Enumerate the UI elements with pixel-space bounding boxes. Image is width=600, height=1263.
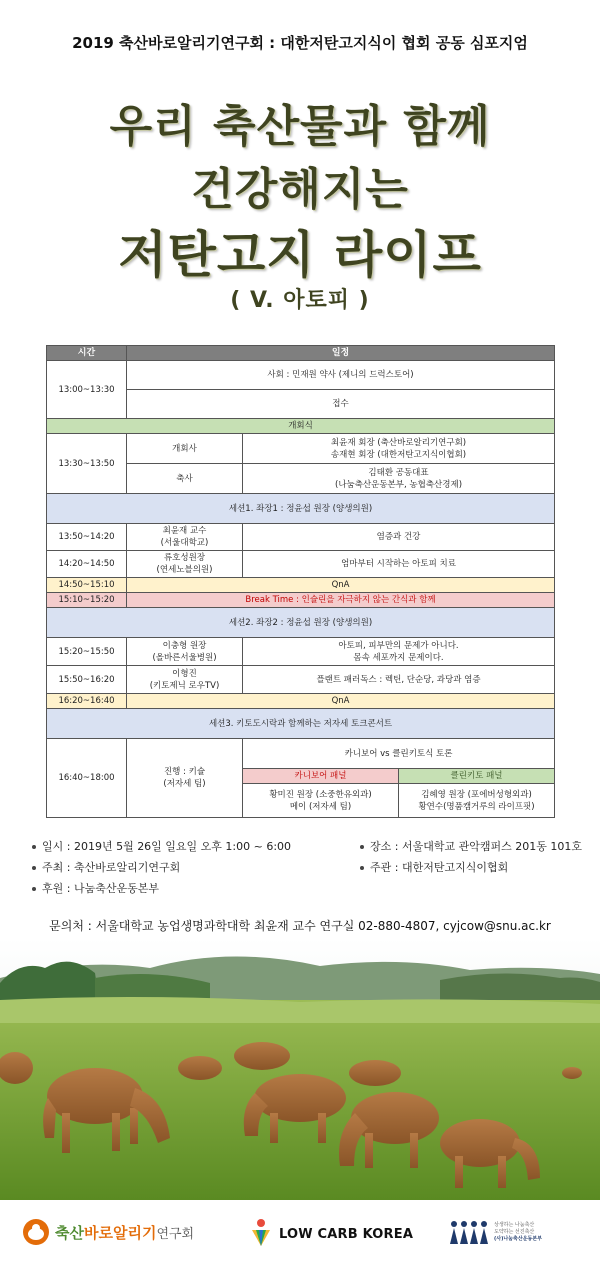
- reception-cell: 접수: [127, 390, 555, 419]
- time-cell: 15:50~16:20: [47, 666, 127, 694]
- panel-a-label: 카니보어 패널: [243, 769, 399, 784]
- session1-label-row: [47, 494, 555, 524]
- bullet-icon: [32, 887, 36, 891]
- col-header-time: 시간: [47, 346, 127, 361]
- people-group-icon: [448, 1218, 490, 1246]
- pasture-cattle-photo: [0, 938, 600, 1200]
- speaker-cell: 류호성원장 (연세노블의원): [127, 551, 243, 578]
- speaker-cell: 이충형 원장 (올바른서울병원): [127, 638, 243, 666]
- topic-cell: 엄마부터 시작하는 아토피 치료: [243, 551, 555, 578]
- session2-label-row: [47, 608, 555, 638]
- table-row: [47, 666, 555, 694]
- host-cell: 진행 : 키슐 (저자세 팀): [127, 739, 243, 818]
- time-cell: 15:20~15:50: [47, 638, 127, 666]
- speaker-cell: 최윤재 교수 (서울대학교): [127, 524, 243, 551]
- time-cell: 13:30~13:50: [47, 434, 127, 494]
- table-header-row: [47, 346, 555, 361]
- headline-line-2: 건강해지는: [191, 164, 409, 215]
- info-sponsor: 후원 : 나눔축산운동본부: [32, 880, 159, 896]
- greeting-speakers: 최윤재 회장 (축산바로알리기연구회) 송재현 회장 (대한저탄고지식이협회): [243, 434, 555, 464]
- debate-cell: 카니보어 vs 클린키토식 토론: [243, 739, 555, 769]
- congrats-label: 축사: [127, 464, 243, 494]
- info-place: 장소 : 서울대학교 관악캠퍼스 201동 101호: [360, 838, 582, 854]
- logo1-part2: 바로알리기: [83, 1223, 157, 1242]
- session1-label: 세션1. 좌장1 : 정윤섭 원장 (양생의원): [47, 494, 555, 524]
- time-cell: 14:20~14:50: [47, 551, 127, 578]
- table-row: [47, 361, 555, 390]
- info-organizer: 주관 : 대한저탄고지식이협회: [360, 859, 508, 875]
- time-cell: 16:40~18:00: [47, 739, 127, 818]
- cow-badge-icon: [22, 1218, 50, 1246]
- footer-logos: [0, 1200, 600, 1263]
- person-icon: [248, 1218, 274, 1250]
- qna-cell: QnA: [127, 694, 555, 709]
- logo-low-carb-korea: [248, 1218, 413, 1250]
- session2-label: 세션2. 좌장2 : 정윤섭 원장 (양생의원): [47, 608, 555, 638]
- qna-cell: QnA: [127, 578, 555, 593]
- table-row: [47, 739, 555, 769]
- logo3-text: 상생하는 나눔축산 도약하는 선진축산 (사)나눔축산운동본부: [494, 1221, 543, 1242]
- headline-line-1: 우리 축산물과 함께: [109, 101, 491, 152]
- moderator-cell: 사회 : 민재원 약사 (제니의 드럭스토어): [127, 361, 555, 390]
- table-row: [47, 694, 555, 709]
- logo-nanum-livestock: [448, 1218, 542, 1246]
- time-cell: 15:10~15:20: [47, 593, 127, 608]
- congrats-speakers: 김태환 공동대표 (나눔축산운동본부, 농협축산경제): [243, 464, 555, 494]
- bullet-icon: [360, 845, 364, 849]
- bullet-icon: [360, 866, 364, 870]
- panel-b-members: 김혜영 원장 (포에버성형외과) 황연수(명품캠거루의 라이프핏): [399, 784, 555, 818]
- logo1-part1: 축산: [55, 1223, 84, 1242]
- table-row: [47, 638, 555, 666]
- greeting-label: 개회사: [127, 434, 243, 464]
- bullet-icon: [32, 845, 36, 849]
- panel-a-members: 황미진 원장 (소중한유외과) 메이 (저자세 팀): [243, 784, 399, 818]
- table-row: [47, 524, 555, 551]
- logo2-text: LOW CARB KOREA: [279, 1226, 414, 1242]
- time-cell: 16:20~16:40: [47, 694, 127, 709]
- col-header-program: 일정: [127, 346, 555, 361]
- break-cell: Break Time : 인슐린을 자극하지 않는 간식과 함께: [127, 593, 555, 608]
- headline-line-3: 저탄고지 라이프: [118, 226, 482, 284]
- table-row: [47, 593, 555, 608]
- info-host: 주최 : 축산바로알리기연구회: [32, 859, 180, 875]
- time-cell: 13:00~13:30: [47, 361, 127, 419]
- info-date: 일시 : 2019년 5월 26일 일요일 오후 1:00 ~ 6:00: [32, 838, 291, 854]
- bullet-icon: [32, 866, 36, 870]
- topic-cell: 아토피, 피부만의 문제가 아니다. 몸속 세포까지 문제이다.: [243, 638, 555, 666]
- topic-cell: 염증과 건강: [243, 524, 555, 551]
- time-cell: 13:50~14:20: [47, 524, 127, 551]
- panel-b-label: 클린키토 패널: [399, 769, 555, 784]
- schedule-table: [46, 345, 555, 818]
- speaker-cell: 이형진 (키토제닉 로우TV): [127, 666, 243, 694]
- session3-label: 세션3. 키토도시락과 함께하는 저자세 토크콘서트: [47, 709, 555, 739]
- logo-livestock-research: [22, 1218, 194, 1246]
- event-title: 2019 축산바로알리기연구회 : 대한저탄고지식이 협회 공동 심포지엄: [72, 34, 528, 52]
- topic-cell: 플랜트 패러독스 : 렉틴, 단순당, 과당과 염증: [243, 666, 555, 694]
- headline-subtitle: ( V. 아토피 ): [230, 288, 370, 313]
- table-row: [47, 434, 555, 464]
- contact-line: 문의처 : 서울대학교 농업생명과학대학 최윤재 교수 연구실 02-880-4807, cyjcow@snu.ac.kr: [49, 919, 551, 933]
- table-row: [47, 551, 555, 578]
- table-row: [47, 578, 555, 593]
- opening-label: 개회식: [47, 419, 555, 434]
- session3-label-row: [47, 709, 555, 739]
- logo1-part3: 연구회: [156, 1226, 195, 1242]
- time-cell: 14:50~15:10: [47, 578, 127, 593]
- opening-label-row: [47, 419, 555, 434]
